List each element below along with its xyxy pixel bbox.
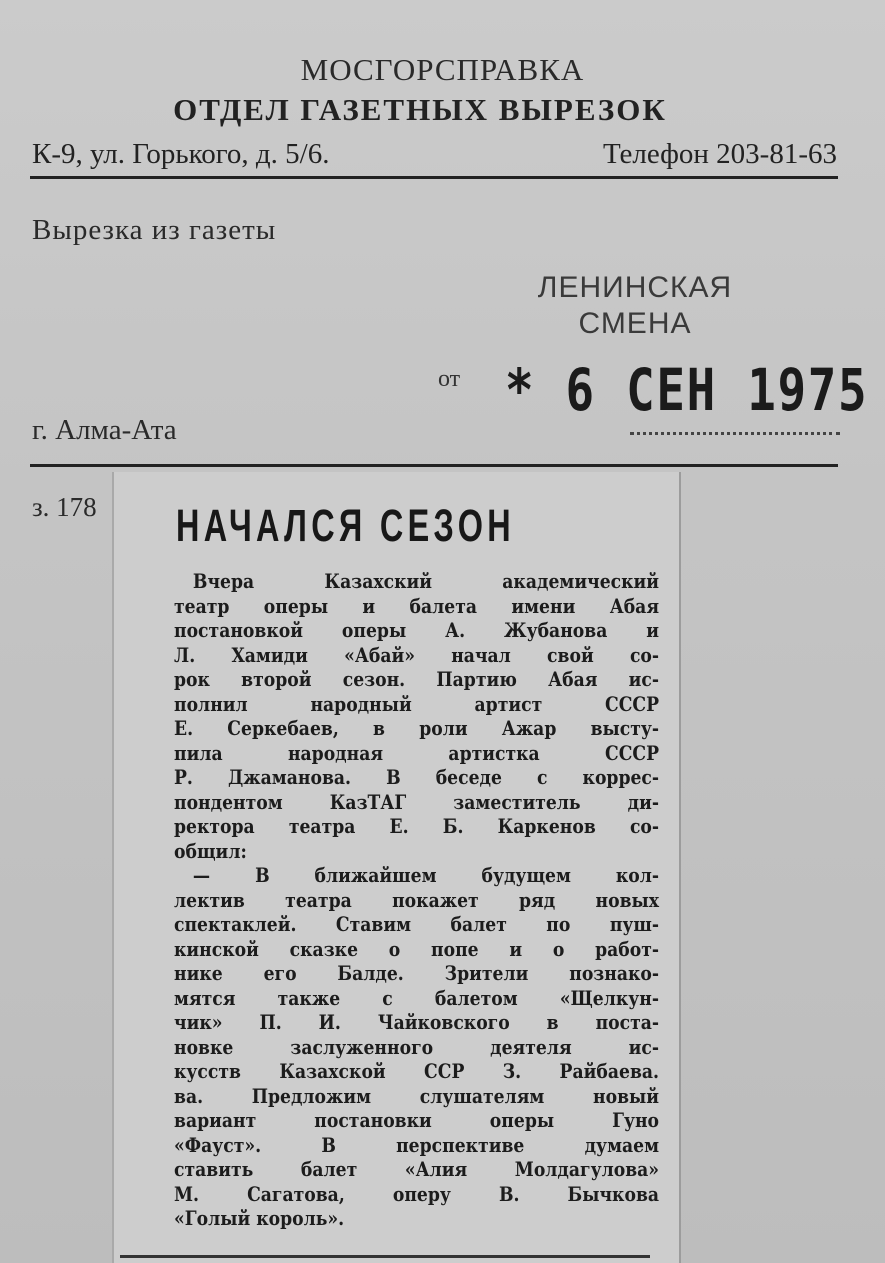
newspaper-name-line2: СМЕНА [578,307,692,340]
article-line: общил: [174,838,247,863]
article-line: нике его Балде. Зрители познако- [174,961,660,985]
article-line: Р. Джаманова. В беседе с коррес- [174,765,660,789]
article-line: «Голый король». [174,1206,345,1230]
date-stamp: * 6 СЕН 1975 [505,356,869,424]
article-line: Вчера Казахский академический [192,569,660,593]
article-line: чик» П. И. Чайковского в поста- [174,1010,660,1034]
article-line: лектив театра покажет ряд новых [174,887,660,912]
article-line: пондентом КазТАГ заместитель ди- [174,789,660,814]
article-line: новке заслуженного деятеля ис- [174,1034,660,1059]
organization-name: МОСГОРСПРАВКА [300,52,585,87]
newspaper-name-stamp [500,270,770,342]
article-line: «Фауст». В перспективе думаем [174,1132,660,1157]
clipping-bottom-rule [120,1255,650,1258]
article-line: Е. Серкебаев, в роли Ажар высту- [174,716,660,740]
newspaper-clipping [112,472,681,1263]
date-prefix: от [438,366,461,392]
article-line: вариант постановки оперы Гуно [174,1108,660,1132]
clip-source-label: Вырезка из газеты [32,214,277,246]
phone-number: Телефон 203-81-63 [602,138,837,170]
department-name: ОТДЕЛ ГАЗЕТНЫХ ВЫРЕЗОК [173,92,667,127]
article-line: М. Сагатова, оперу В. Бычкова [174,1181,660,1206]
date-dotted-line [630,432,840,439]
article-line: театр оперы и балета имени Абая [174,593,660,618]
article-line: постановкой оперы А. Жубанова и [174,618,660,642]
article-line: ректора театра Е. Б. Каркенов со- [174,814,660,838]
article-line: кусств Казахской ССР З. Райбаева. [174,1059,660,1083]
article-line: ставить балет «Алия Молдагулова» [174,1157,660,1181]
article-line: рок второй сезон. Партию Абая ис- [174,667,660,691]
article-line: полнил народный артист СССР [174,691,660,716]
article-line: пила народная артистка СССР [174,740,660,765]
article-body [174,569,659,1231]
header-divider [30,176,838,179]
article-line: Л. Хамиди «Абай» начал свой со- [174,642,660,667]
article-line: — В ближайшем будущем кол- [192,863,660,887]
article-headline: НАЧАЛСЯ СЕЗОН [176,500,515,551]
city-label: г. Алма-Ата [32,414,177,446]
article-line: мятся также с балетом «Щелкун- [174,985,660,1010]
article-line: спектаклей. Ставим балет по пуш- [174,912,660,936]
issue-number: з. 178 [32,492,97,522]
article-line: ва. Предложим слушателям новый [174,1083,660,1108]
form-divider [30,464,838,467]
address: К-9, ул. Горького, д. 5/6. [32,138,330,170]
newspaper-name-line1: ЛЕНИНСКАЯ [537,271,733,304]
article-line: кинской сказке о попе и о работ- [174,936,660,961]
